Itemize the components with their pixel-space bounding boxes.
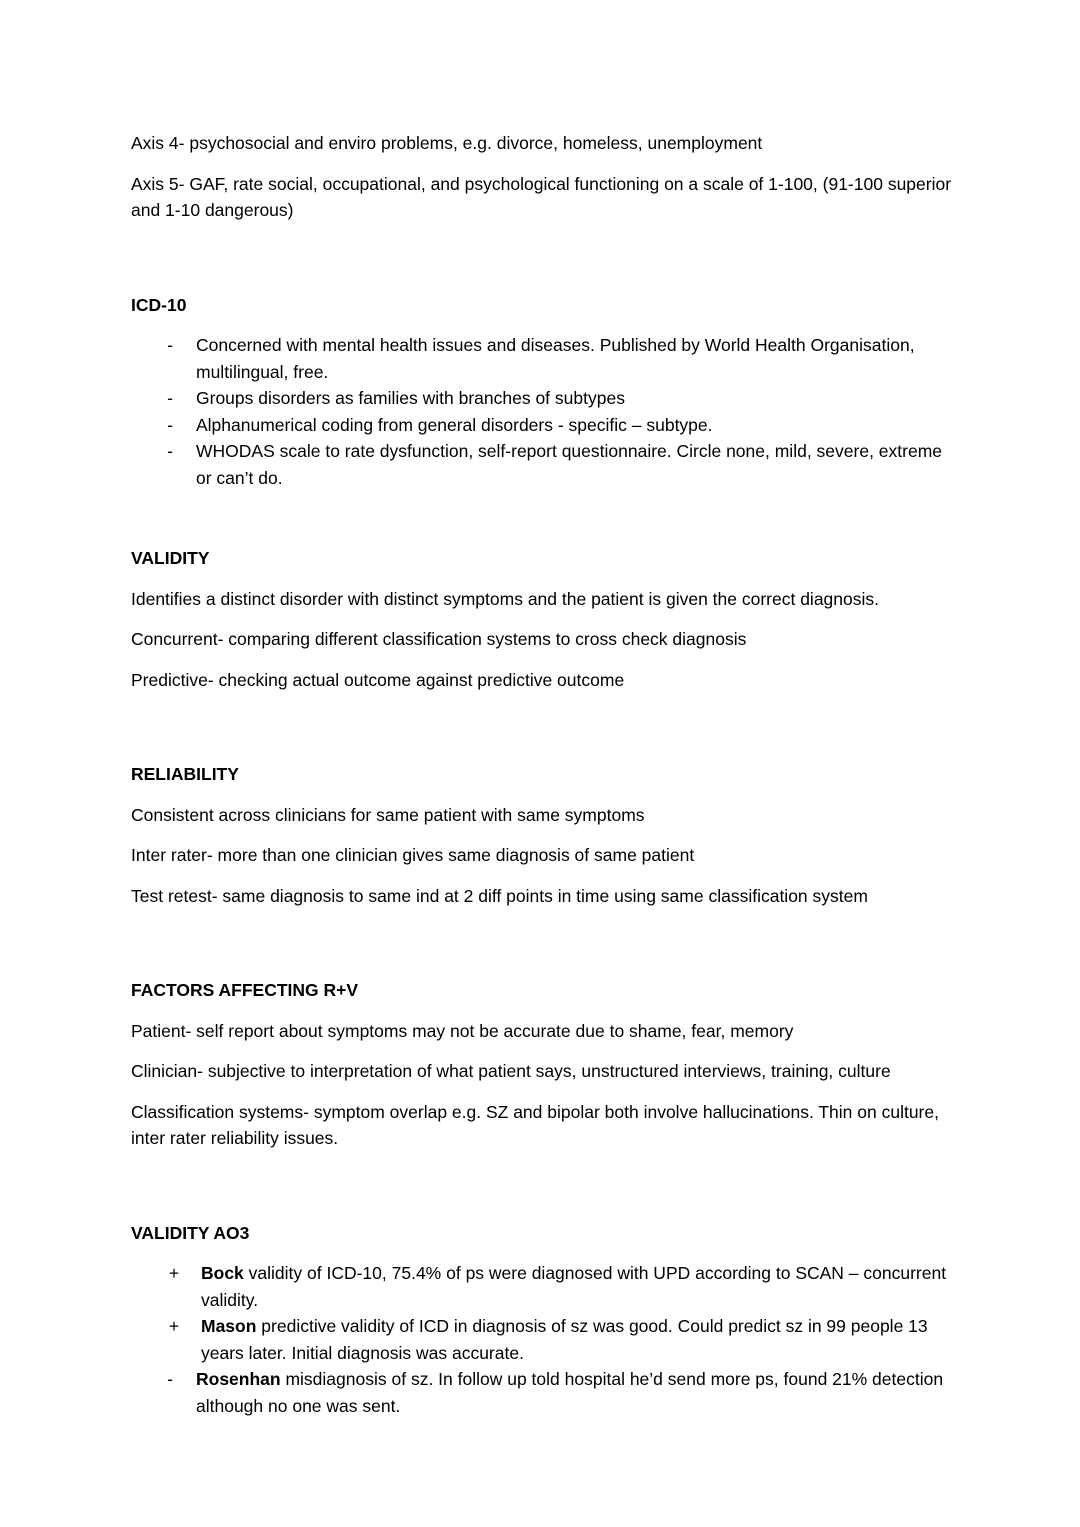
factors-classification: Classification systems- symptom overlap e.g. SZ and bipolar both involve hallucinations. Thin on culture, inter rater reliability issues. [131, 1101, 939, 1148]
list-item: - Alphanumerical coding from general disorders - specific – subtype. [131, 412, 961, 439]
list-item: + Mason predictive validity of ICD in diagnosis of sz was good. Could predict sz in 99 people 13 years later. Initial diagnosis was accurate. [131, 1313, 961, 1366]
axis4-line: Axis 4- psychosocial and enviro problems, e.g. divorce, homeless, unemployment [131, 133, 763, 153]
reliability-test-retest: Test retest- same diagnosis to same ind at 2 diff points in time using same classification system [131, 885, 868, 906]
factors-clinician: Clinician- subjective to interpretation of what patient says, unstructured interviews, training, culture [131, 1061, 891, 1081]
plus-marker: + [168, 1263, 180, 1283]
dash-marker: - [167, 441, 173, 461]
study-name: Rosenhan [196, 1369, 281, 1389]
validity-heading: VALIDITY [131, 548, 210, 568]
dash-marker: - [167, 1369, 173, 1389]
reliability-inter-rater: Inter rater- more than one clinician gives same diagnosis of same patient [131, 845, 695, 865]
list-item: - Groups disorders as families with branches of subtypes [131, 385, 961, 412]
validity-ao3-list [131, 1260, 961, 1419]
icd10-heading: ICD-10 [131, 294, 187, 315]
factors-heading: FACTORS AFFECTING R+V [131, 980, 359, 1000]
validity-definition: Identifies a distinct disorder with distinct symptoms and the patient is given the correct diagnosis. [131, 588, 880, 609]
list-item: + Bock validity of ICD-10, 75.4% of ps were diagnosed with UPD according to SCAN – concurrent validity. [131, 1260, 961, 1313]
list-item: - Rosenhan misdiagnosis of sz. In follow up told hospital he’d send more ps, found 21% detection although no one was sent. [131, 1366, 961, 1419]
validity-predictive: Predictive- checking actual outcome against predictive outcome [131, 669, 625, 690]
validity-ao3-heading: VALIDITY AO3 [131, 1222, 250, 1243]
dash-marker: - [167, 335, 173, 355]
icd10-list [131, 332, 961, 491]
reliability-definition: Consistent across clinicians for same patient with same symptoms [131, 804, 645, 825]
list-item: - Concerned with mental health issues and diseases. Published by World Health Organisation, multilingual, free. [131, 332, 961, 385]
document-page [131, 130, 961, 1419]
dash-marker: - [167, 414, 173, 435]
factors-patient: Patient- self report about symptoms may not be accurate due to shame, fear, memory [131, 1020, 794, 1041]
list-item: - WHODAS scale to rate dysfunction, self-report questionnaire. Circle none, mild, severe, extreme or can’t do. [131, 438, 961, 491]
plus-marker: + [168, 1316, 180, 1336]
study-name: Bock [201, 1263, 244, 1283]
axis5-line: Axis 5- GAF, rate social, occupational, and psychological functioning on a scale of 1-100, (91-100 superior and 1-10 dangerous) [131, 173, 952, 220]
validity-concurrent: Concurrent- comparing different classification systems to cross check diagnosis [131, 629, 747, 649]
reliability-heading: RELIABILITY [131, 764, 239, 784]
study-name: Mason [201, 1316, 257, 1336]
dash-marker: - [167, 388, 173, 408]
